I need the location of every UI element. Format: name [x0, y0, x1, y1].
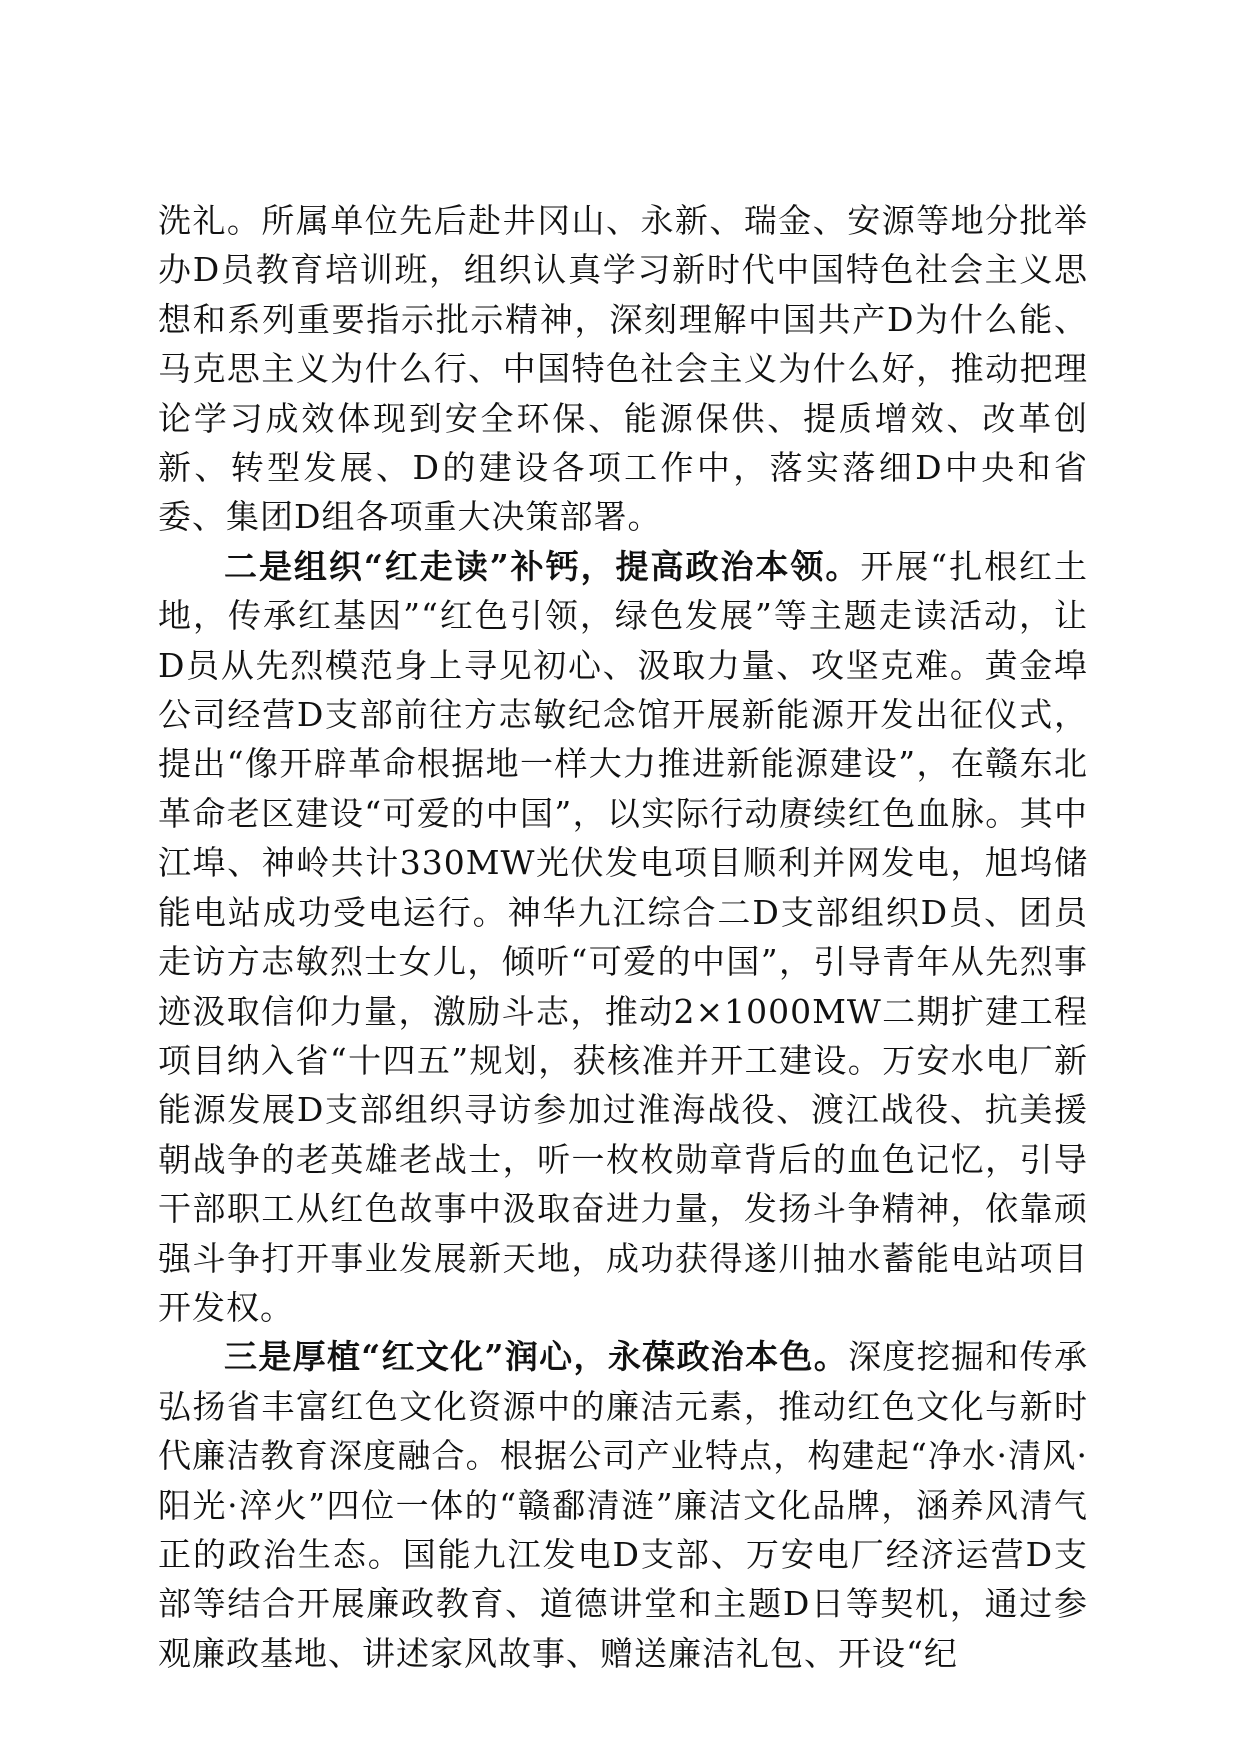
paragraph-1	[158, 196, 1088, 542]
paragraph-2-heading: 二是组织“红走读”补钙，提高政治本领。	[224, 546, 861, 586]
paragraph-3-text: 深度挖掘和传承弘扬省丰富红色文化资源中的廉洁元素，推动红色文化与新时代廉洁教育深度融合。根据公司产业特点，构建起“净水·清风·阳光·淬火”四位一体的“赣鄱清涟”廉洁文化品牌，涵养风清气正的政治生态。国能九江发电D支部、万安电厂经济运营D支部等结合开展廉政教育、道德讲堂和主题D日等契机，通过参观廉政基地、讲述家风故事、赠送廉洁礼包、开设“纪	[158, 1337, 1089, 1673]
paragraph-2	[158, 542, 1088, 1333]
document-body	[158, 196, 1088, 1678]
paragraph-3-heading: 三是厚植“红文化”润心，永葆政治本色。	[224, 1337, 849, 1377]
paragraph-2-text: 开展“扎根红土地，传承红基因”“红色引领，绿色发展”等主题走读活动，让D员从先烈模范身上寻见初心、汲取力量、攻坚克难。黄金埠公司经营D支部前往方志敏纪念馆开展新能源开发出征仪式，提出“像开辟革命根据地一样大力推进新能源建设”，在赣东北革命老区建设“可爱的中国”，以实际行动赓续红色血脉。其中江埠、神岭共计330MW光伏发电项目顺利并网发电，旭坞储能电站成功受电运行。神华九江综合二D支部组织D员、团员走访方志敏烈士女儿，倾听“可爱的中国”，引导青年从先烈事迹汲取信仰力量，激励斗志，推动2×1000MW二期扩建工程项目纳入省“十四五”规划，获核准并开工建设。万安水电厂新能源发展D支部组织寻访参加过淮海战役、渡江战役、抗美援朝战争的老英雄老战士，听一枚枚勋章背后的血色记忆，引导干部职工从红色故事中汲取奋进力量，发扬斗争精神，依靠顽强斗争打开事业发展新天地，成功获得遂川抽水蓄能电站项目开发权。	[158, 546, 1088, 1327]
paragraph-1-text: 洗礼。所属单位先后赴井冈山、永新、瑞金、安源等地分批举办D员教育培训班，组织认真学习新时代中国特色社会主义思想和系列重要指示批示精神，深刻理解中国共产D为什么能、马克思主义为什么行、中国特色社会主义为什么好，推动把理论学习成效体现到安全环保、能源保供、提质增效、改革创新、转型发展、D的建设各项工作中，落实落细D中央和省委、集团D组各项重大决策部署。	[158, 201, 1088, 537]
paragraph-3	[158, 1332, 1088, 1678]
